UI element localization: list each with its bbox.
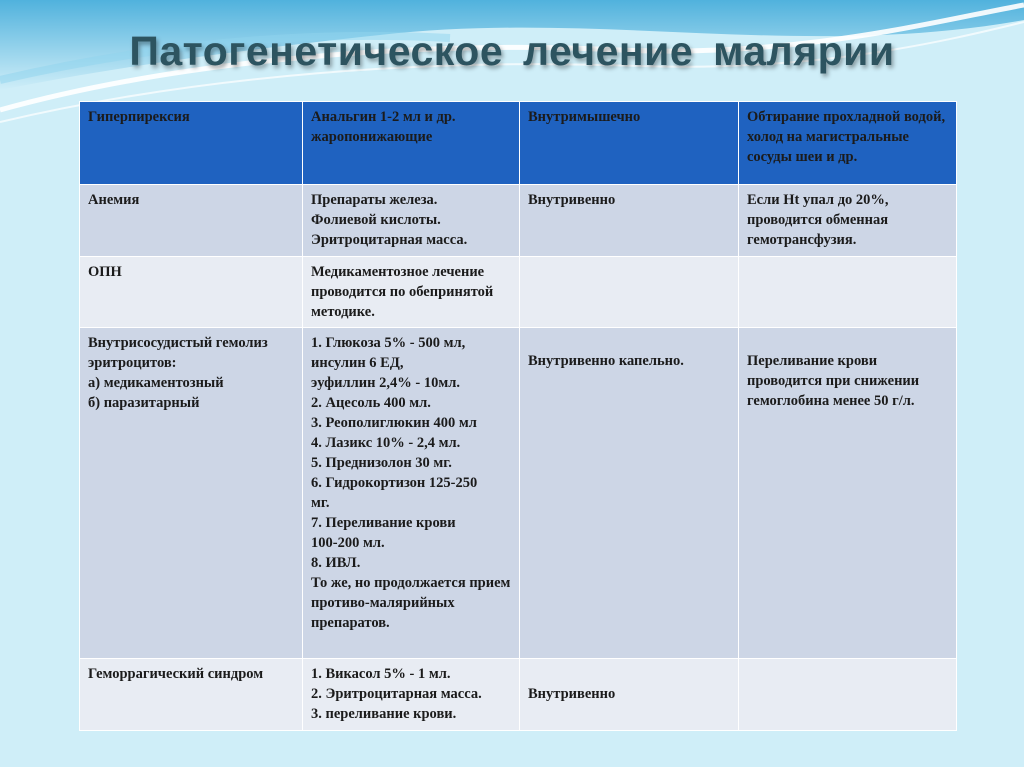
- table-row: [80, 185, 957, 257]
- cell-drug: Медикаментозное лечение проводится по обепринятой методике.: [303, 257, 520, 328]
- treatment-table: [79, 101, 957, 731]
- condition-line: а) медикаментозный: [88, 375, 224, 391]
- drug-line: эуфиллин 2,4% - 10мл.: [311, 375, 460, 391]
- drug-line: 3. Реополиглюкин 400 мл: [311, 415, 477, 431]
- cell-notes: Если Ht упал до 20%, проводится обменная гемотрансфузия.: [739, 185, 957, 257]
- drug-line: 5. Преднизолон 30 мг.: [311, 455, 452, 471]
- cell-route: [520, 328, 739, 659]
- drug-line: 6. Гидрокортизон 125-250: [311, 475, 478, 491]
- table-row: [80, 328, 957, 659]
- cell-condition: ОПН: [80, 257, 303, 328]
- table-header-row: [80, 102, 957, 185]
- cell-notes: Обтирание прохладной водой, холод на магистральные сосуды шеи и др.: [739, 102, 957, 185]
- cell-route: [520, 659, 739, 731]
- drug-line: 7. Переливание крови: [311, 515, 456, 531]
- cell-notes: [739, 328, 957, 659]
- drug-line: Фолиевой кислоты.: [311, 212, 441, 228]
- table-row: [80, 659, 957, 731]
- table-row: [80, 257, 957, 328]
- cell-notes: [739, 257, 957, 328]
- drug-line: 8. ИВЛ.: [311, 555, 361, 571]
- page-title: Патогенетическое лечение малярии: [129, 28, 895, 74]
- cell-condition: Геморрагический синдром: [80, 659, 303, 731]
- route-text: Внутривенно капельно.: [528, 353, 684, 369]
- drug-line: 1. Глюкоза 5% - 500 мл,: [311, 335, 466, 351]
- condition-line: Внутрисосудистый гемолиз эритроцитов:: [88, 335, 268, 371]
- cell-condition: Гиперпирексия: [80, 102, 303, 185]
- cell-condition: Анемия: [80, 185, 303, 257]
- cell-drug: [303, 659, 520, 731]
- route-text: Внутривенно: [528, 686, 616, 702]
- condition-line: б) паразитарный: [88, 395, 200, 411]
- cell-notes: [739, 659, 957, 731]
- drug-line: 100-200 мл.: [311, 535, 385, 551]
- drug-line: мг.: [311, 495, 330, 511]
- drug-line: инсулин 6 ЕД,: [311, 355, 404, 371]
- cell-route: Внутримышечно: [520, 102, 739, 185]
- drug-line: 4. Лазикс 10% - 2,4 мл.: [311, 435, 461, 451]
- cell-drug: Анальгин 1-2 мл и др. жаропонижающие: [303, 102, 520, 185]
- cell-route: [520, 257, 739, 328]
- cell-drug: [303, 185, 520, 257]
- drug-line: 3. переливание крови.: [311, 706, 457, 722]
- drug-line: 2. Ацесоль 400 мл.: [311, 395, 431, 411]
- drug-line: Эритроцитарная масса.: [311, 232, 468, 248]
- cell-condition: [80, 328, 303, 659]
- drug-line: 2. Эритроцитарная масса.: [311, 686, 482, 702]
- cell-drug: [303, 328, 520, 659]
- notes-text: Переливание крови проводится при снижении гемоглобина менее 50 г/л.: [747, 353, 920, 409]
- drug-line: Препараты железа.: [311, 192, 438, 208]
- drug-line: 1. Викасол 5% - 1 мл.: [311, 666, 451, 682]
- cell-route: Внутривенно: [520, 185, 739, 257]
- drug-line: То же, но продолжается прием противо-малярийных препаратов.: [311, 575, 511, 631]
